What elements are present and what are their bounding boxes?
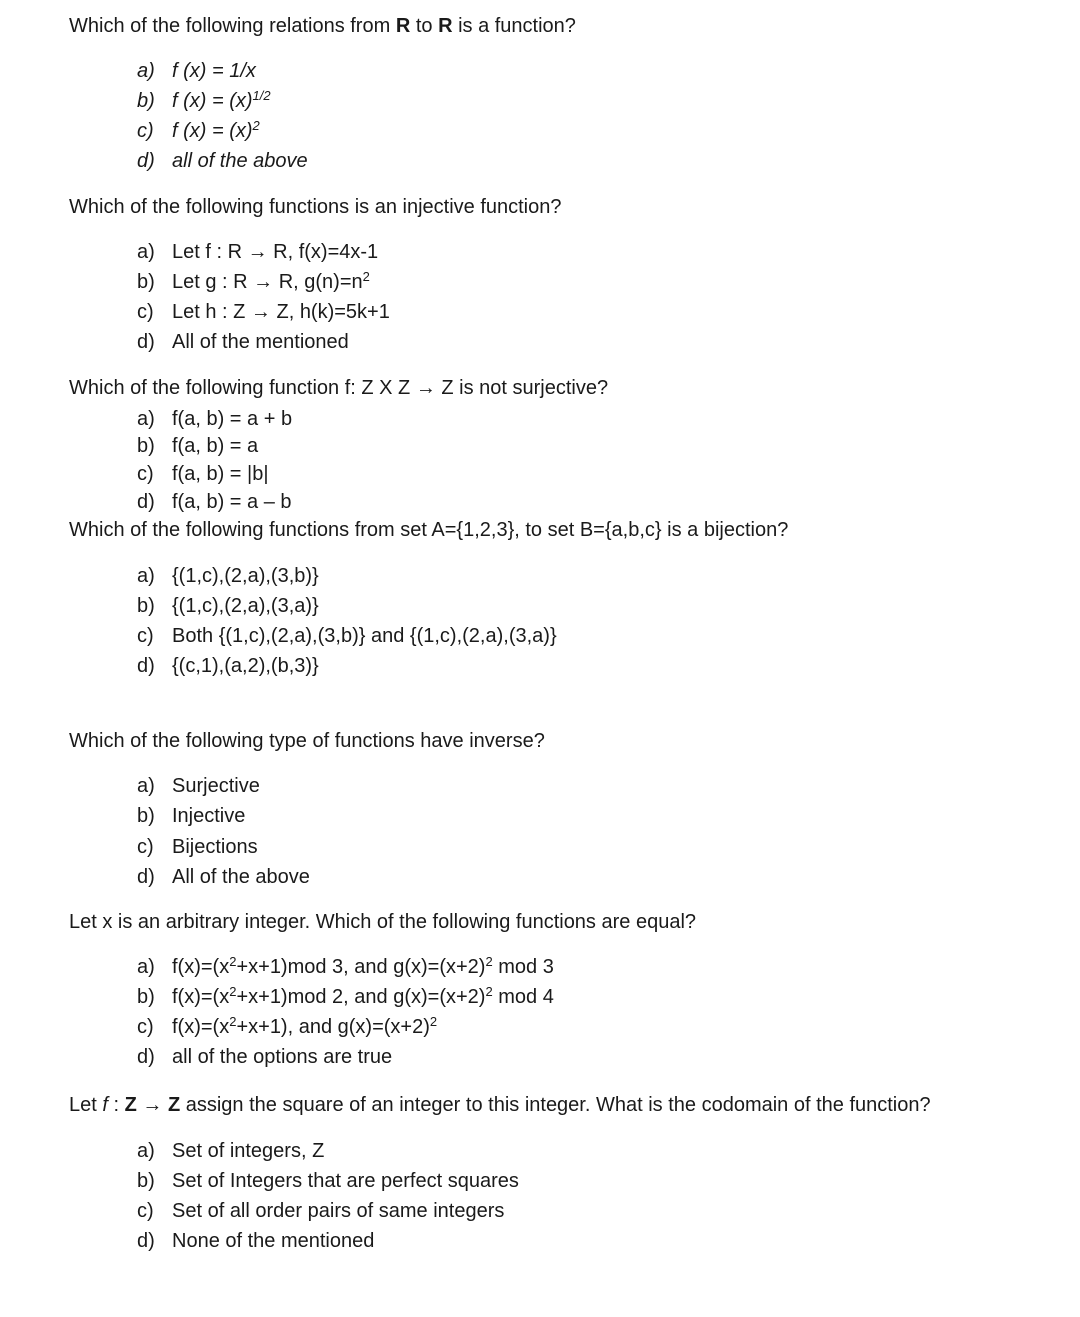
option-text: f(a, b) = a <box>172 435 259 457</box>
q1-stem-bold-r: R <box>438 15 453 37</box>
option-text: Both {(1,c),(2,a),(3,b)} and {(1,c),(2,a),(3,a)} <box>172 625 557 647</box>
q6-option-d <box>137 1045 392 1069</box>
question-1-stem <box>69 14 576 38</box>
option-label: a) <box>137 956 155 978</box>
q4-stem-text: Which of the following functions from set A={1,2,3}, to set B={a,b,c} is a bijection? <box>69 519 789 541</box>
option-label: c) <box>137 1200 154 1222</box>
q7-stem-bold-z: Z <box>167 1094 181 1116</box>
option-label: d) <box>137 331 155 353</box>
option-label: b) <box>137 271 155 293</box>
option-text: f(x)=(x <box>172 1016 230 1038</box>
option-text: Surjective <box>172 775 260 797</box>
q4-option-d <box>137 654 319 678</box>
option-label: c) <box>137 463 154 485</box>
option-label: d) <box>137 150 155 172</box>
q1-option-a <box>137 59 256 83</box>
option-superscript: 2 <box>429 1014 438 1029</box>
option-text: f(a, b) = |b| <box>172 463 269 485</box>
q6-option-b <box>137 985 554 1009</box>
option-superscript: 2 <box>229 984 237 999</box>
question-6-stem <box>69 910 696 934</box>
option-text: f(a, b) = a + b <box>172 408 293 430</box>
q6-stem-text: Let x is an arbitrary integer. Which of the following functions are equal? <box>69 911 697 933</box>
q5-option-b <box>137 804 245 828</box>
question-4-stem <box>69 518 788 542</box>
q1-stem-text: is a function? <box>452 15 576 37</box>
q2-option-a <box>137 240 378 264</box>
q2-option-c <box>137 300 390 324</box>
q1-stem-bold-r: R <box>395 15 411 37</box>
option-label: d) <box>137 1230 155 1252</box>
question-3-stem <box>69 376 608 400</box>
q7-stem-text: : <box>107 1094 125 1116</box>
q7-option-c <box>137 1199 504 1223</box>
option-text: f(a, b) = a – b <box>172 491 292 513</box>
option-text: {(c,1),(a,2),(b,3)} <box>172 655 319 677</box>
q1-option-d <box>137 149 308 173</box>
option-label: b) <box>137 986 155 1008</box>
q7-option-a <box>137 1139 324 1163</box>
option-text: Set of Integers that are perfect squares <box>172 1170 519 1192</box>
option-text: all of the options are true <box>172 1046 393 1068</box>
option-superscript: 2 <box>362 269 370 284</box>
option-superscript: 2 <box>485 984 493 999</box>
option-text: Set of integers, Z <box>172 1140 325 1162</box>
q5-stem-text: Which of the following type of functions have inverse? <box>69 730 545 752</box>
option-label: a) <box>137 775 155 797</box>
q2-option-d <box>137 330 349 354</box>
option-label: a) <box>137 408 155 430</box>
q4-option-b <box>137 594 319 618</box>
option-label: a) <box>137 1140 155 1162</box>
q3-option-b <box>137 434 258 458</box>
option-text: f(x)=(x <box>172 956 230 978</box>
option-label: b) <box>137 805 155 827</box>
option-text: +x+1)mod 2, and g(x)=(x+2) <box>236 986 486 1008</box>
option-label: c) <box>137 120 154 142</box>
option-text: All of the above <box>172 866 310 888</box>
option-superscript: 2 <box>485 954 493 969</box>
q3-option-a <box>137 407 292 431</box>
option-text: Injective <box>172 805 246 827</box>
question-2-stem <box>69 195 562 219</box>
option-superscript: 2 <box>229 1014 237 1029</box>
option-label: c) <box>137 836 154 858</box>
question-7-stem <box>69 1093 931 1117</box>
option-text: f (x) = (x) <box>172 120 253 142</box>
option-text: f (x) = 1/x <box>172 60 256 82</box>
option-text: {(1,c),(2,a),(3,b)} <box>172 565 319 587</box>
option-text: +x+1)mod 3, and g(x)=(x+2) <box>236 956 486 978</box>
q7-stem-bold-z: Z <box>124 1094 137 1116</box>
q5-option-c <box>137 835 258 859</box>
q1-stem-text: Which of the following relations from <box>69 15 396 37</box>
option-label: d) <box>137 1046 155 1068</box>
option-label: c) <box>137 1016 154 1038</box>
q7-stem-text: assign the square of an integer to this integer. What is the codomain of the function? <box>180 1094 931 1116</box>
option-text: {(1,c),(2,a),(3,a)} <box>172 595 319 617</box>
q6-option-a <box>137 955 554 979</box>
option-superscript: 2 <box>229 954 237 969</box>
q2-stem-text: Which of the following functions is an injective function? <box>69 196 562 218</box>
q7-stem-arrow: → <box>136 1094 168 1116</box>
q1-option-b <box>137 89 271 113</box>
option-text: +x+1), and g(x)=(x+2) <box>236 1016 430 1038</box>
q7-stem-italic-f: f <box>102 1094 108 1116</box>
option-label: d) <box>137 655 155 677</box>
option-label: b) <box>137 1170 155 1192</box>
option-superscript: 2 <box>252 118 260 133</box>
option-label: b) <box>137 595 155 617</box>
option-label: b) <box>137 435 155 457</box>
option-text: None of the mentioned <box>172 1230 375 1252</box>
q5-option-d <box>137 865 310 889</box>
option-label: a) <box>137 60 155 82</box>
q7-option-b <box>137 1169 519 1193</box>
option-text: f (x) = (x) <box>172 90 253 112</box>
q1-stem-text: to <box>410 15 439 37</box>
option-label: d) <box>137 866 155 888</box>
option-text: mod 4 <box>492 986 554 1008</box>
option-text: f(x)=(x <box>172 986 230 1008</box>
q1-option-c <box>137 119 260 143</box>
question-5-stem <box>69 729 545 753</box>
option-text: Let h : Z → Z, h(k)=5k+1 <box>172 301 390 323</box>
option-label: a) <box>137 565 155 587</box>
option-text: Bijections <box>172 836 258 858</box>
option-text: Let f : R → R, f(x)=4x-1 <box>172 241 379 263</box>
option-label: c) <box>137 301 154 323</box>
option-label: b) <box>137 90 155 112</box>
q3-stem-text: Which of the following function f: Z X Z → Z is not surjective? <box>69 377 609 399</box>
option-label: d) <box>137 491 155 513</box>
q7-option-d <box>137 1229 374 1253</box>
option-label: c) <box>137 625 154 647</box>
q5-option-a <box>137 774 260 798</box>
q4-option-c <box>137 624 557 648</box>
q6-option-c <box>137 1015 437 1039</box>
option-text: Set of all order pairs of same integers <box>172 1200 505 1222</box>
q3-option-d <box>137 490 292 514</box>
option-text: all of the above <box>172 150 308 172</box>
option-text: Let g : R → R, g(n)=n <box>172 271 363 293</box>
q7-stem-text: Let <box>69 1094 103 1116</box>
q2-option-b <box>137 270 370 294</box>
option-superscript: 1/2 <box>252 88 271 103</box>
option-text: All of the mentioned <box>172 331 349 353</box>
option-text: mod 3 <box>492 956 554 978</box>
q4-option-a <box>137 564 319 588</box>
q3-option-c <box>137 462 269 486</box>
option-label: a) <box>137 241 155 263</box>
